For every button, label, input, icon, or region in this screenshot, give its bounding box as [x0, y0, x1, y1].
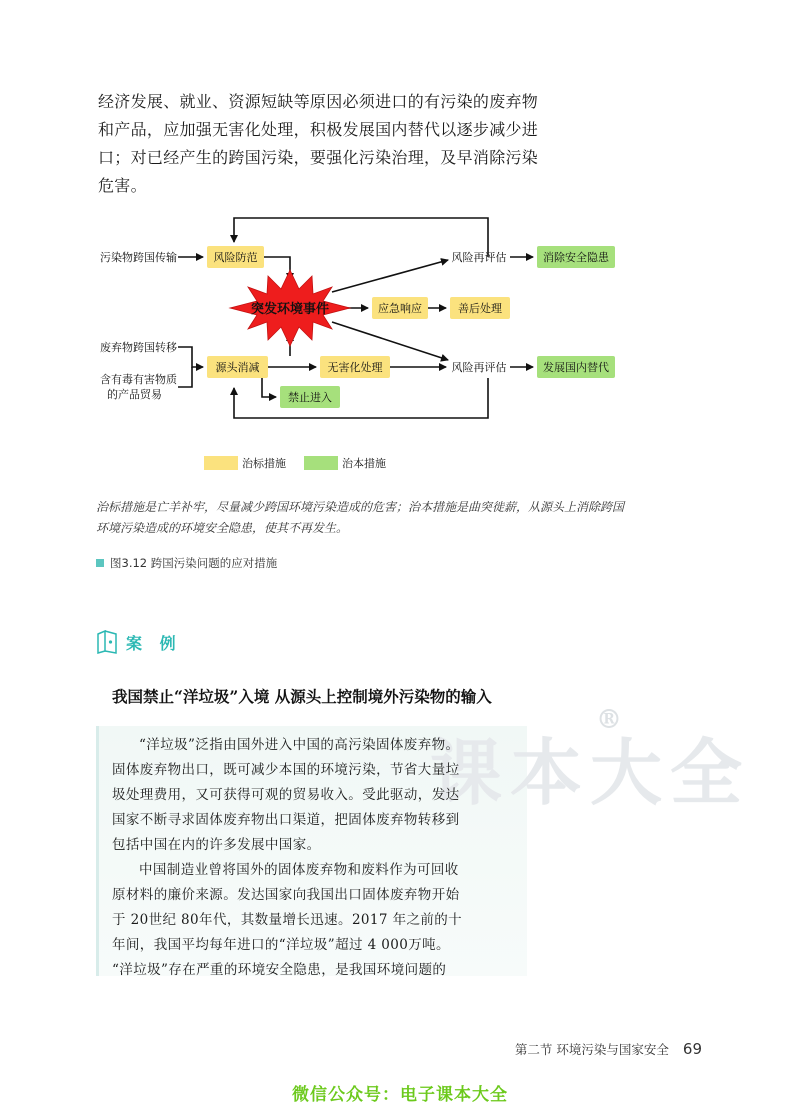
legend-yellow-swatch [204, 456, 238, 470]
input-trade-line2: 的产品贸易 [107, 388, 162, 401]
harmless-label: 无害化处理 [327, 361, 383, 374]
risk-prevention-label: 风险防范 [213, 251, 258, 264]
case-line: 包括中国在内的许多发展中国家。 [112, 837, 321, 853]
figure-square-icon [96, 559, 104, 567]
aftermath-label: 善后处理 [458, 302, 502, 315]
input-waste: 废弃物跨国转移 [100, 341, 177, 354]
arrow-source-to-ban [262, 378, 276, 397]
case-line: 固体废弃物出口，既可减少本国的环境污染，节省大量垃 [112, 762, 460, 778]
caption-line: 环境污染造成的环境安全隐患，使其不再发生。 [96, 521, 349, 535]
source-reduction-label: 源头消减 [215, 361, 260, 374]
case-line: 圾处理费用，又可获得可观的贸易收入。受此驱动，发达 [112, 787, 460, 803]
bottom-banner: 微信公众号：电子课本大全 [292, 1085, 508, 1105]
reassess-bottom-label: 风险再评估 [451, 361, 507, 374]
eliminate-label: 消除安全隐患 [543, 251, 609, 264]
caption-line: 治标措施是亡羊补牢，尽量减少跨国环境污染造成的危害；治本措施是曲突徙薪，从源头上消除跨国 [96, 500, 625, 514]
feedback-arrow-top [234, 218, 488, 257]
case-line: 中国制造业曾将国外的固体废弃物和废料作为可回收 [139, 862, 459, 878]
case-title: 案 例 [126, 633, 182, 653]
case-book-icon [96, 630, 118, 654]
page-footer [515, 1040, 702, 1058]
arrow-trade [178, 367, 192, 387]
legend-green-label: 治本措施 [342, 457, 386, 470]
case-heading: 我国禁止“洋垃圾”入境 从源头上控制境外污染物的输入 [112, 687, 492, 706]
reassess-top-label: 风险再评估 [451, 251, 507, 264]
input-pollutant: 污染物跨国传输 [100, 251, 177, 264]
emergency-label: 应急响应 [378, 302, 422, 315]
case-line: 于 20世纪 80年代，其数量增长迅速。2017 年之前的十 [112, 912, 463, 928]
watermark: 课本大全 [430, 730, 751, 815]
intro-line: 危害。 [98, 176, 147, 195]
case-line: “洋垃圾”存在严重的环境安全隐患，是我国环境问题的 [112, 962, 447, 978]
arrow-event-to-reassess-bottom [332, 322, 448, 360]
event-label: 突发环境事件 [250, 302, 330, 317]
legend-yellow-label: 治标措施 [242, 457, 286, 470]
case-line: “洋垃圾”泛指由国外进入中国的高污染固体废弃物。 [139, 737, 460, 753]
intro-line: 和产品，应加强无害化处理，积极发展国内替代以逐步减少进 [98, 120, 539, 139]
footer-section: 第二节 环境污染与国家安全 [514, 1042, 669, 1057]
intro-line: 口；对已经产生的跨国污染，要强化污染治理，及早消除污染 [98, 148, 539, 167]
figure-caption [96, 497, 716, 539]
legend-green-swatch [304, 456, 338, 470]
domestic-label: 发展国内替代 [543, 361, 609, 374]
intro-line: 经济发展、就业、资源短缺等原因必须进口的有污染的废弃物 [98, 92, 539, 111]
feedback-arrow-bottom [234, 378, 488, 418]
case-line: 年间，我国平均每年进口的“洋垃圾”超过 4 000万吨。 [112, 937, 450, 953]
figure-label-text: 图3.12 跨国污染问题的应对措施 [110, 556, 278, 570]
registered-mark: ® [596, 705, 630, 735]
input-trade-line1: 含有毒有害物质 [100, 373, 177, 386]
case-header [96, 630, 182, 654]
case-text [112, 733, 522, 983]
case-line: 原材料的廉价来源。发达国家向我国出口固体废弃物开始 [112, 887, 460, 903]
pollution-response-diagram [0, 0, 800, 480]
case-line: 国家不断寻求固体废弃物出口渠道，把固体废弃物转移到 [112, 812, 460, 828]
arrow-event-to-reassess-top [332, 260, 448, 292]
ban-label: 禁止进入 [288, 391, 332, 404]
page-number: 69 [682, 1040, 702, 1058]
arrow-waste [178, 347, 203, 367]
figure-label [96, 555, 277, 571]
